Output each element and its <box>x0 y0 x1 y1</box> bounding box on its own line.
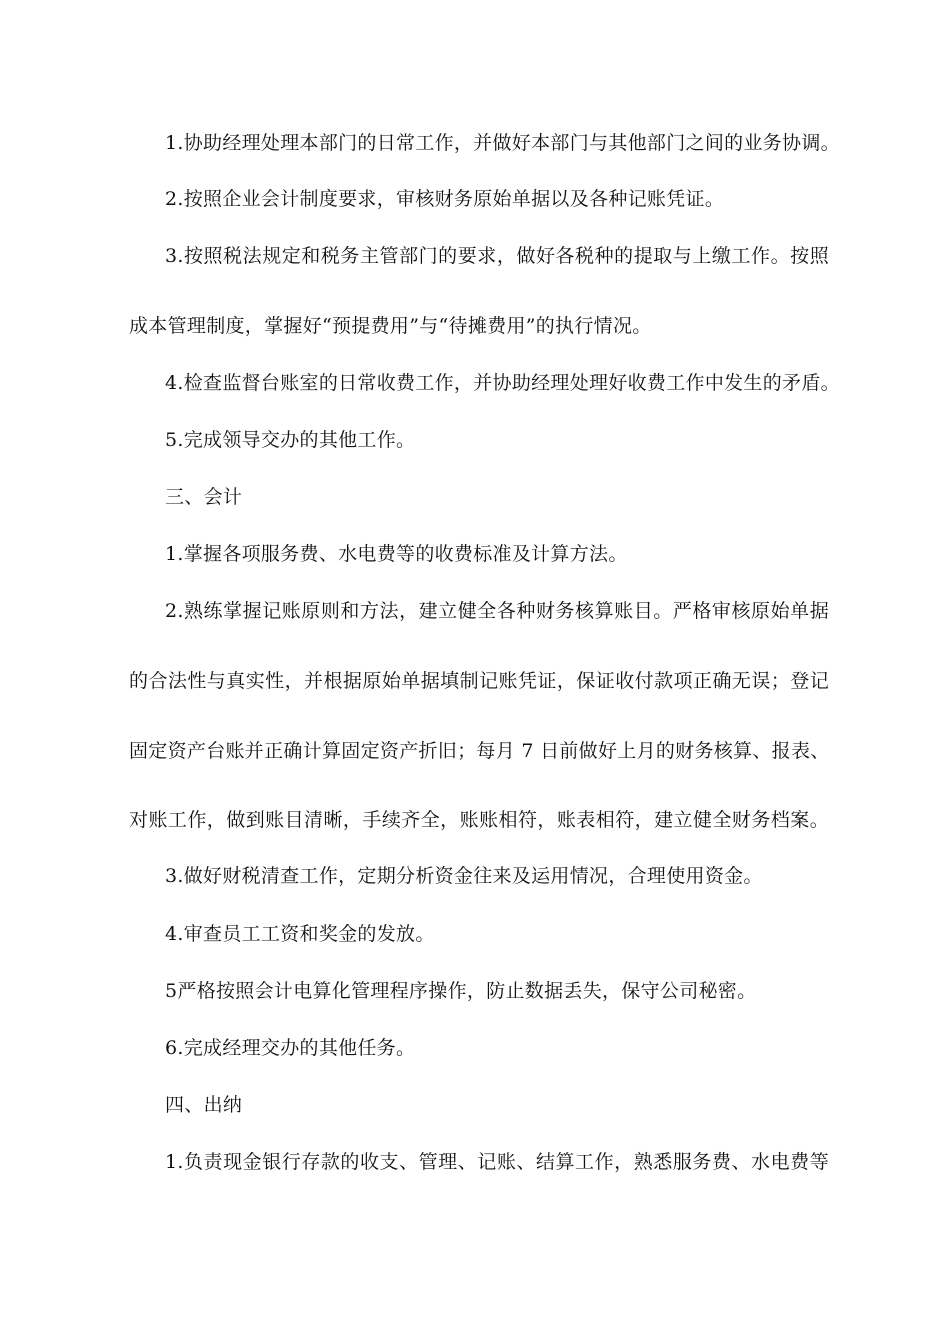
paragraph-line: 1.协助经理处理本部门的日常工作，并做好本部门与其他部门之间的业务协调。 <box>165 132 840 154</box>
paragraph-line: 3.做好财税清查工作，定期分析资金往来及运用情况，合理使用资金。 <box>165 865 763 887</box>
paragraph-line: 固定资产台账并正确计算固定资产折旧；每月 7 日前做好上月的财务核算、报表、 <box>129 740 830 762</box>
paragraph-line: 5.完成领导交办的其他工作。 <box>165 429 416 451</box>
paragraph-line: 4.审查员工工资和奖金的发放。 <box>165 923 435 945</box>
paragraph-line: 2.熟练掌握记账原则和方法，建立健全各种财务核算账目。严格审核原始单据 <box>165 600 829 622</box>
paragraph-line: 6.完成经理交办的其他任务。 <box>165 1037 416 1059</box>
paragraph-line: 2.按照企业会计制度要求，审核财务原始单据以及各种记账凭证。 <box>165 188 725 210</box>
section-heading: 四、出纳 <box>165 1094 243 1116</box>
paragraph-line: 成本管理制度，掌握好“预提费用”与“待摊费用”的执行情况。 <box>129 315 652 337</box>
paragraph-line: 1.掌握各项服务费、水电费等的收费标准及计算方法。 <box>165 543 628 565</box>
paragraph-line: 5严格按照会计电算化管理程序操作，防止数据丢失，保守公司秘密。 <box>165 980 757 1002</box>
paragraph-line: 的合法性与真实性，并根据原始单据填制记账凭证，保证收付款项正确无误；登记 <box>129 670 829 692</box>
paragraph-line: 对账工作，做到账目清晰，手续齐全，账账相符，账表相符，建立健全财务档案。 <box>129 809 829 831</box>
paragraph-line: 3.按照税法规定和税务主管部门的要求，做好各税种的提取与上缴工作。按照 <box>165 245 829 267</box>
section-heading: 三、会计 <box>165 486 243 508</box>
paragraph-line: 1.负责现金银行存款的收支、管理、记账、结算工作，熟悉服务费、水电费等 <box>165 1151 829 1173</box>
paragraph-line: 4.检查监督台账室的日常收费工作，并协助经理处理好收费工作中发生的矛盾。 <box>165 372 840 394</box>
